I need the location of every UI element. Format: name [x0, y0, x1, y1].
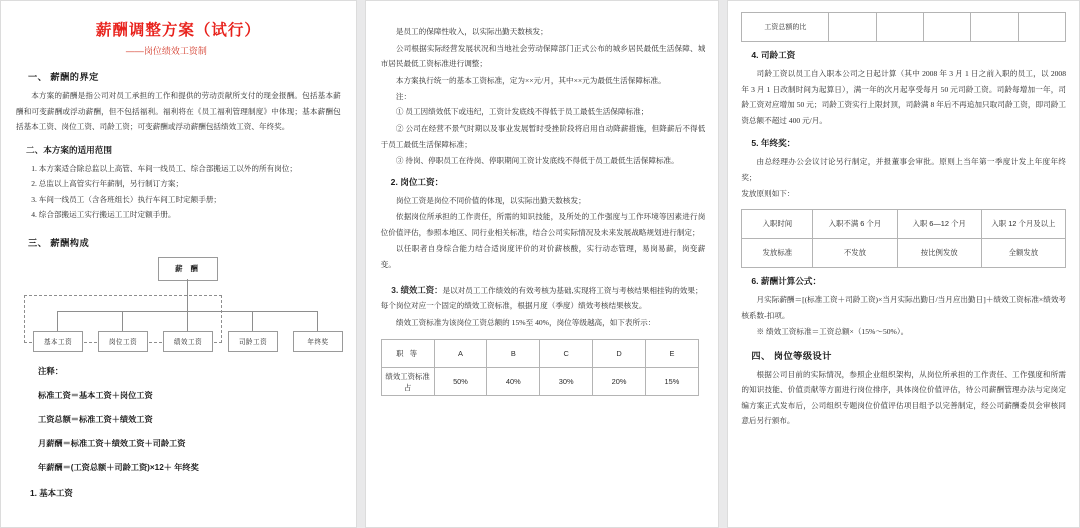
subsection-heading-salary-formula: 6. 薪酬计算公式：: [751, 275, 822, 286]
subsection-heading-position-wage: 2. 岗位工资：: [390, 176, 444, 187]
org-node-year-end-bonus: 年终奖: [293, 331, 343, 352]
table-header-entry-time: 入职时间: [742, 209, 813, 238]
table-cell-c: 30%: [540, 368, 593, 396]
table-cell-e: 15%: [645, 368, 698, 396]
table-header-a: A: [434, 340, 487, 368]
performance-wage-lead: 是以对员工工作绩效的有效考核为基础,实现将工资与考核结果相挂钩的效果；: [442, 285, 703, 295]
seniority-wage-paragraph: 司龄工资以员工自入职本公司之日起计算（其中 2008 年 3 月 1 日之前入职的员工，以 2008 年 3 月 1 日改制时间为起算日），满一年的次月起享受每月 50 元司龄工资。司龄每增加一年，司龄工资对应增加 50 元；司龄工资实行上限封顶，司龄满 8 年后不再追加只取司龄工资，即司龄工资总额不超过 400 元/月。: [741, 69, 1067, 125]
table-cell-full-payout: 全额发放: [981, 238, 1065, 267]
table-row: [381, 340, 698, 368]
table-row: [742, 238, 1066, 267]
table-cell-empty: [1018, 13, 1065, 42]
table-header-d: D: [593, 340, 646, 368]
section-heading-1: 一、 薪酬的界定: [28, 72, 99, 82]
performance-wage-paragraph: 每个岗位对应一个固定的绩效工资标准，根据月度（季度）绩效考核结果核发。: [380, 301, 647, 311]
table-cell-empty: [876, 13, 923, 42]
section-1-paragraph: 本方案的薪酬是指公司对员工承担的工作和提供的劳动贡献所支付的现金报酬。包括基本薪酬和可变薪酬或浮动薪酬，但不包括福利。福利将在《员工福利管理制度》中体现；基本薪酬包括基本工资、岗位工资、司龄工资；可变薪酬或浮动薪酬包括绩效工资、年终奖。: [16, 91, 341, 132]
org-node-basic-wage: 基本工资: [33, 331, 83, 352]
org-connector-drop: [252, 311, 253, 331]
section-heading-3: 三、 薪酬构成: [28, 237, 90, 248]
formula-annual-salary: 年薪酬＝(工资总额＋司龄工资)×12＋ 年终奖: [38, 462, 199, 472]
org-connector-drop: [317, 311, 318, 331]
org-node-position-wage: 岗位工资: [98, 331, 148, 352]
table-cell-b: 40%: [487, 368, 540, 396]
table-cell-a: 50%: [434, 368, 487, 396]
table-header-c: C: [540, 340, 593, 368]
section-4-paragraph: 根据公司目前的实际情况，参照企业组织架构，从岗位所承担的工作责任、工作强度和所需的知识技能、价值贡献等方面进行岗位排序，具体岗位价值评估，待公司薪酬管理办法与定岗定编方案正式发布后，公司组织专题岗位价值评估项目组予以完善制定，经公司薪酬委员会审核同意后另行颁布。: [741, 369, 1067, 426]
org-node-root: 薪 酬: [158, 257, 218, 281]
table-cell-no-payout: 不发放: [813, 238, 897, 267]
paragraph-continued: 是员工的保障性收入，以实际出勤天数核发；: [395, 27, 548, 36]
position-wage-paragraph: 以任职者自身综合能力结合适岗度评价的对价薪核酸，实行动态管理，易岗易薪，岗变薪变。: [380, 244, 706, 269]
notes-label: 注释：: [38, 365, 64, 376]
page-subtitle: ——岗位绩效工资制: [125, 46, 207, 56]
org-node-seniority-wage: 司龄工资: [228, 331, 278, 352]
subsection-heading-seniority-wage: 4. 司龄工资: [751, 50, 796, 60]
document-page-3: [727, 0, 1080, 528]
table-cell-prorated-payout: 按比例发放: [897, 238, 981, 267]
year-end-bonus-rule-label: 发放原则如下：: [741, 189, 795, 199]
position-wage-paragraph: 岗位工资是岗位不同价值的体现，以实际出勤天数核发；: [395, 195, 586, 205]
table-header-6-to-12-months: 入职 6—12 个月: [897, 209, 981, 238]
table-header-grade: 职 等: [381, 340, 434, 368]
note-label: 注：: [395, 92, 412, 102]
table-row: [742, 13, 1066, 42]
continued-wage-ratio-table: [741, 12, 1066, 42]
page-title: 薪酬调整方案（试行）: [95, 22, 261, 39]
paragraph-standard: 本方案执行统一的基本工资标准，定为××元/月，其中××元为最低生活保障标准。: [395, 75, 666, 85]
performance-wage-range: 绩效工资标准为该岗位工资总额的 15%至 40%，岗位等级越高，如下表所示：: [395, 317, 656, 327]
table-header-over-12-months: 入职 12 个月及以上: [981, 209, 1065, 238]
org-connector-drop: [187, 311, 188, 331]
position-wage-paragraph: 依据岗位所承担的工作责任，所需的知识技能，及所处的工作强度与工作环境等因素进行岗位价值评估，参照本地区、同行业相关标准，结合公司实际情况及未来发展战略规划进行制定；: [380, 212, 706, 237]
formula-monthly-salary: 月薪酬＝标准工资＋绩效工资＋司龄工资: [38, 438, 186, 448]
table-header-e: E: [645, 340, 698, 368]
list-item: 3. 车间一线员工（含各班组长）执行车间工时定额手册；: [31, 194, 222, 204]
performance-wage-table: [381, 339, 699, 396]
paragraph-adjustment: 公司根据实际经营发展状况和当地社会劳动保障部门正式公布的城乡居民最低生活保障、城市居民最低工资标准进行调整；: [380, 43, 706, 69]
year-end-bonus-paragraph: 由总经理办公会议讨论另行制定，并报董事会审批。原则上当年第一季度计发上年度年终奖；: [741, 157, 1067, 182]
table-row-label: 工资总额的比: [742, 13, 829, 42]
subsection-heading-basic-wage: 1. 基本工资: [30, 487, 73, 498]
salary-calculation-formula: 月实际薪酬＝[(标准工资＋司龄工资)×当月实际出勤日/当月应出勤日]＋绩效工资标准×绩效考核系数-扣项。: [741, 294, 1067, 320]
section-heading-2: 二、本方案的适用范围: [26, 144, 112, 155]
formula-total-wage: 工资总额＝标准工资＋绩效工资: [38, 414, 153, 424]
formula-standard-wage: 标准工资＝基本工资＋岗位工资: [38, 390, 153, 400]
document-page-1: [0, 0, 357, 528]
org-node-performance-wage: 绩效工资: [163, 331, 213, 352]
note-item: ① 员工因绩效低下或违纪，工资计发底线不得低于员工最低生活保障标准；: [395, 107, 649, 117]
list-item: 2. 总监以上高管实行年薪制，另行制订方案；: [31, 179, 184, 189]
table-cell-empty: [924, 13, 971, 42]
table-cell-empty: [829, 13, 876, 42]
table-row: [381, 368, 698, 396]
note-item: ③ 待岗、停职员工在待岗、停职期间工资计发底线不得低于员工最低生活保障标准。: [395, 156, 679, 166]
subsection-heading-performance-wage: 绩效工资：: [400, 284, 443, 295]
salary-formula-note: ※ 绩效工资标准＝工资总额×（15%～50%）。: [756, 327, 909, 337]
table-row-label: 绩效工资标准占: [381, 368, 434, 396]
list-item: 1. 本方案适合除总监以上高管、车间一线员工、综合部搬运工以外的所有岗位；: [31, 163, 297, 173]
table-header-under-6-months: 入职不满 6 个月: [813, 209, 897, 238]
document-page-2: [365, 0, 720, 528]
performance-wage-intro: [381, 282, 706, 299]
salary-structure-org-chart: [16, 255, 341, 351]
year-end-bonus-table: [741, 209, 1066, 268]
subsection-heading-year-end-bonus: 5. 年终奖：: [751, 138, 796, 149]
table-cell-d: 20%: [593, 368, 646, 396]
list-item: 4. 综合部搬运工实行搬运工工时定额手册。: [31, 210, 176, 220]
note-item: ② 公司在经营不景气时期以及事业发展暂时受挫阶段将启用自动降薪措施，但降薪后不得低于员工最低生活保障标准；: [380, 124, 706, 149]
org-connector-drop: [122, 311, 123, 331]
table-cell-empty: [971, 13, 1018, 42]
org-connector-drop: [57, 311, 58, 331]
section-heading-4: 四、 岗位等级设计: [751, 350, 832, 361]
table-header-b: B: [487, 340, 540, 368]
table-row-label: 发放标准: [742, 238, 813, 267]
subsection-number-3: 3.: [391, 284, 401, 295]
table-row: [742, 209, 1066, 238]
